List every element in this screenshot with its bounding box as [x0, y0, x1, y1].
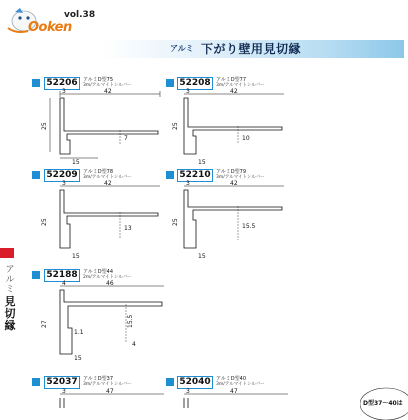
product-name: アルミD型77	[216, 77, 247, 83]
product-marker	[166, 171, 174, 179]
dim-top-left: 3	[186, 388, 190, 395]
product-name: アルミD型75	[83, 77, 114, 83]
dim-small: 4	[132, 341, 136, 348]
product-spec: 3m/アルマイトシルバー	[216, 175, 265, 180]
dim-top: 47	[106, 388, 114, 395]
note-title: D型37～40は	[363, 400, 403, 407]
dim-top: 42	[230, 88, 238, 95]
dim-top-left: 3	[186, 180, 190, 187]
dim-top: 42	[104, 88, 112, 95]
product-name: アルミD型40	[216, 376, 247, 382]
profile-drawing-52209	[40, 180, 180, 260]
product-spec: 3m/アルマイトシルバー	[83, 382, 132, 387]
logo-wordmark: Ooken	[28, 20, 72, 35]
title-prefix: アルミ	[170, 44, 194, 53]
product-marker	[32, 171, 40, 179]
product-name: アルミD型44	[83, 269, 114, 275]
product-marker	[32, 271, 40, 279]
dim-bottom: 15	[72, 253, 80, 260]
dim-height: 25	[41, 218, 48, 226]
dim-top: 46	[106, 280, 114, 287]
product-code: 52188	[44, 269, 80, 282]
dim-bottom: 15	[198, 253, 206, 260]
product-marker	[32, 378, 40, 386]
product-marker	[32, 79, 40, 87]
product-code: 52040	[177, 376, 213, 389]
dim-height: 25	[41, 122, 48, 130]
dim-top: 42	[104, 180, 112, 187]
volume-label: vol.38	[64, 10, 96, 20]
profile-drawing-52206	[40, 88, 180, 164]
dim-top-left: 3	[62, 180, 66, 187]
dim-bottom: 15	[198, 159, 206, 166]
dim-inner: 1.1	[74, 329, 84, 336]
dim-top-left: 3	[62, 388, 66, 395]
product-marker	[166, 79, 174, 87]
product-name: アルミD型79	[216, 169, 247, 175]
product-spec: 2m/アルマイトシルバー	[83, 275, 132, 280]
product-name: アルミD型78	[83, 169, 114, 175]
product-code: 52206	[44, 77, 80, 90]
dim-height: 25	[172, 122, 179, 130]
dim-height: 27	[41, 320, 48, 328]
dim-top-left: 3	[62, 88, 66, 95]
dim-height: 25	[172, 218, 179, 226]
product-spec: 3m/アルマイトシルバー	[83, 83, 132, 88]
profile-drawing-52040	[174, 388, 314, 408]
product-code: 52210	[177, 169, 213, 182]
dim-top: 42	[230, 180, 238, 187]
dim-lip: 13	[124, 225, 132, 232]
product-code: 52037	[44, 376, 80, 389]
product-spec: 3m/アルマイトシルバー	[216, 83, 265, 88]
dim-top-left: 3	[186, 88, 190, 95]
dim-lip: 15.5	[242, 223, 256, 230]
dim-lip: 15.5	[127, 314, 134, 328]
profile-drawing-52210	[174, 180, 314, 260]
dim-lip: 7	[124, 135, 128, 142]
product-spec: 3m/アルマイトシルバー	[83, 175, 132, 180]
profile-drawing-52188	[40, 280, 180, 362]
side-tab-title: 見切縁	[4, 295, 16, 332]
product-name: アルミD型37	[83, 376, 114, 382]
product-spec: 3m/アルマイトシルバー	[216, 382, 265, 387]
profile-drawing-52037	[40, 388, 180, 408]
side-tab-marker	[0, 248, 14, 258]
dim-top: 47	[230, 388, 238, 395]
product-code: 52209	[44, 169, 80, 182]
dim-top-left: 4	[62, 280, 66, 287]
dim-bottom: 15	[72, 159, 80, 166]
product-marker	[166, 378, 174, 386]
dim-bottom: 15	[74, 355, 82, 362]
page-title: 下がり壁用見切縁	[201, 42, 302, 56]
dim-lip: 10	[242, 135, 250, 142]
product-code: 52208	[177, 77, 213, 90]
profile-drawing-52208	[174, 88, 314, 164]
side-tab-label: アルミ	[5, 265, 15, 295]
